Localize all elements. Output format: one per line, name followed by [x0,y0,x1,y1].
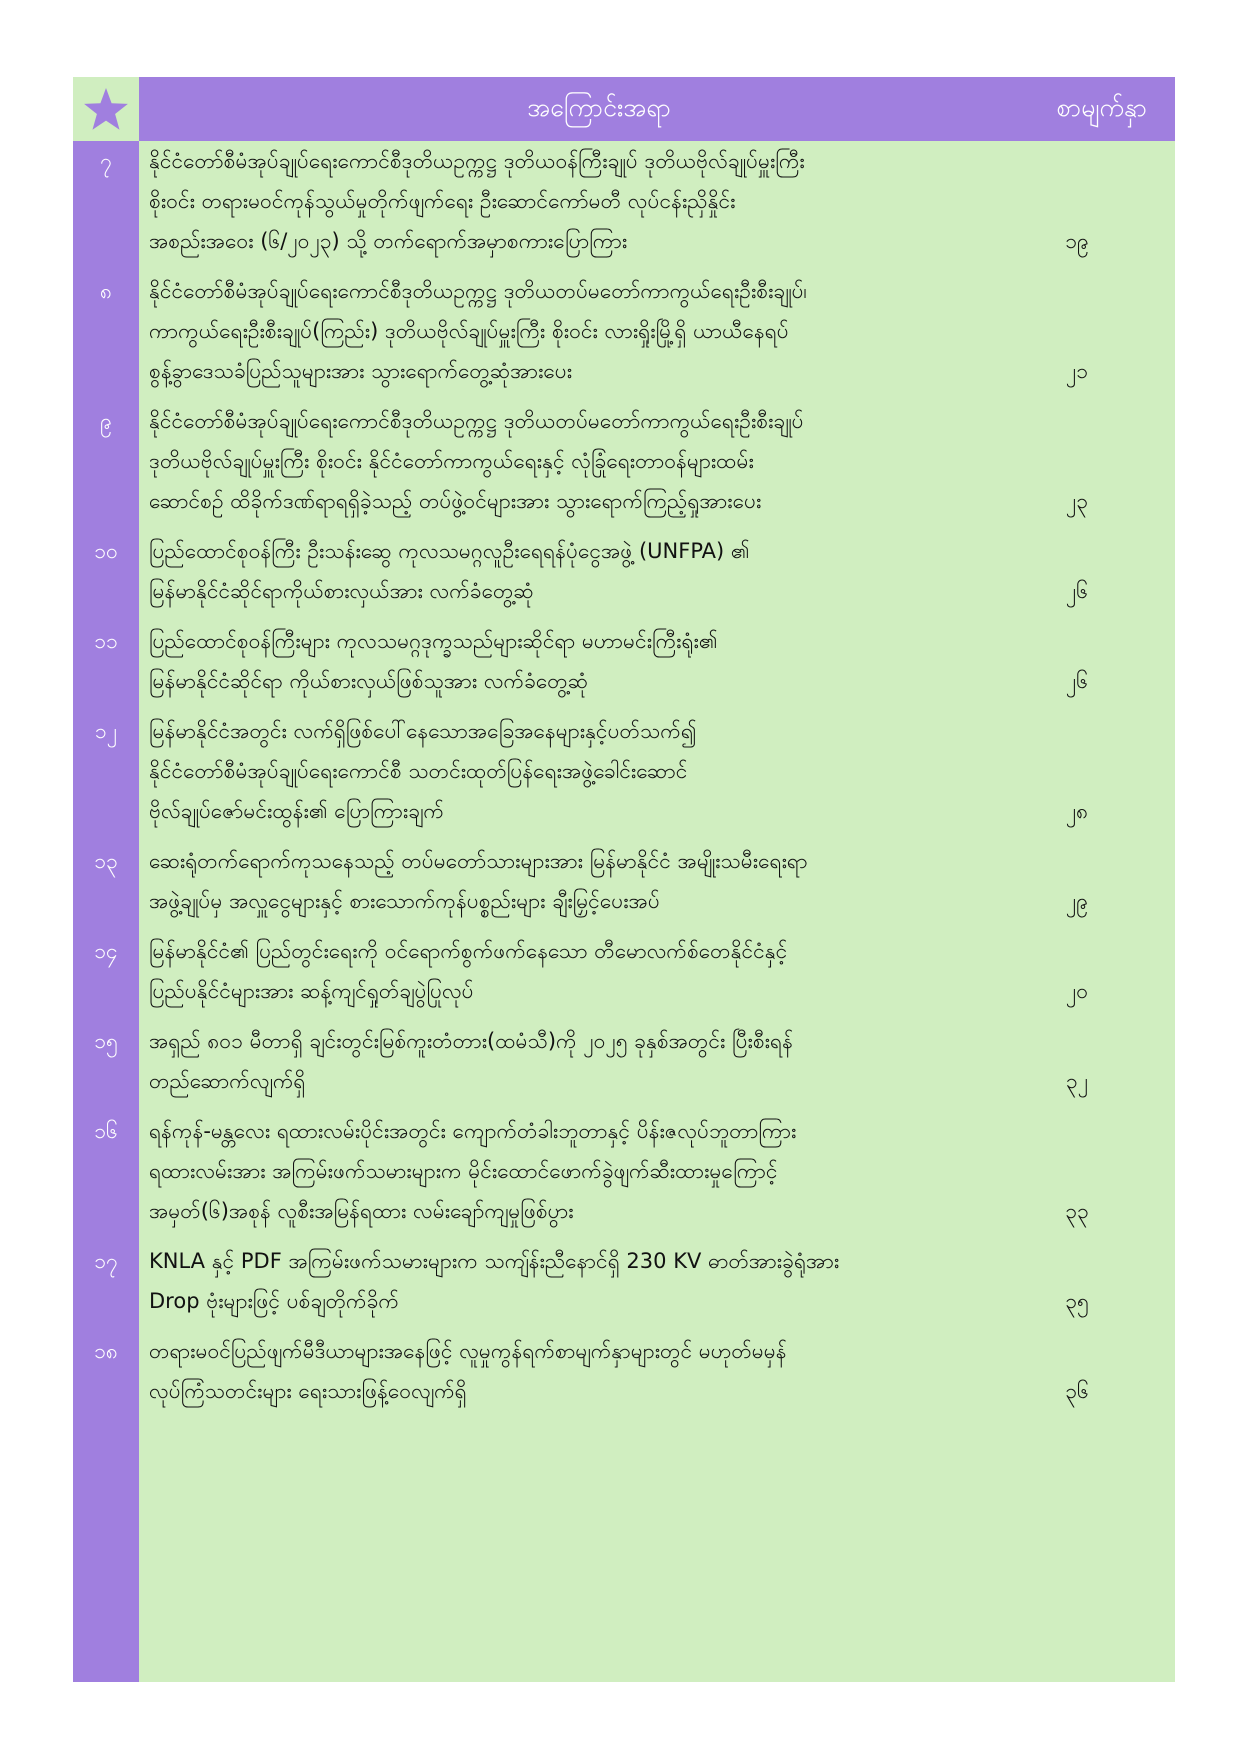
entry-title: နိုင်ငံတော်စီမံအုပ်ချုပ်ရေးကောင်စီဒုတိယဥက္ကဋ္ဌ ဒုတိယတပ်မတော်ကာကွယ်ရေးဦးစီးချုပ် ဒုတိယဗိုလ်ချုပ်မှူးကြီး စိုးဝင်း နိုင်ငံတော်ကာကွယ်ရေးနှင့် လုံခြုံရေးတာဝန်များထမ်း ဆောင်စဉ် ထိခိုက်ဒဏ်ရာရရှိခဲ့သည့် တပ်ဖွဲ့ဝင်များအား သွားရောက်ကြည့်ရှုအားပေး [149,409,804,513]
entry-number: ၁၅ [94,1029,118,1053]
entry-page: ၂၃ [1065,489,1089,513]
entry-number: ၁၄ [94,939,118,963]
entry-page: ၃၂ [1065,1069,1089,1093]
toc-entry[interactable] [73,621,1175,701]
entry-number: ၇ [100,149,112,173]
header-title: အကြောင်းအရာ [527,93,671,122]
entry-title: KNLA နှင့် PDF အကြမ်းဖက်သမားများက သကျ်န်းညီနောင်ရှိ 230 KV ဓာတ်အားခွဲရုံအား Drop ဗုံးများဖြင့် ပစ်ချတိုက်ခိုက် [149,1249,840,1313]
toc-entry[interactable] [73,271,1175,391]
toc-entry[interactable] [73,401,1175,521]
entry-page: ၂၈ [1065,799,1089,823]
entry-number: ၈ [100,279,112,303]
header-page-label: စာမျက်နှာ [1056,93,1147,122]
entry-title: ရန်ကုန်-မန္တလေး ရထားလမ်းပိုင်းအတွင်း ကျောက်တံခါးဘူတာနှင့် ပိန်းဇလုပ်ဘူတာကြား ရထားလမ်းအား အကြမ်းဖက်သမားများက မိုင်းထောင်ဖောက်ခွဲဖျက်ဆီးထားမှုကြောင့် အမှတ်(၆)အစုန် လူစီးအမြန်ရထား လမ်းချော်ကျမှုဖြစ်ပွား [149,1119,797,1223]
entry-number: ၁၂ [94,719,118,743]
toc-header [139,77,1175,141]
toc-entry[interactable] [73,1021,1175,1101]
entry-number: ၁၀ [94,539,118,563]
entry-page: ၂၆ [1065,669,1089,693]
entry-title: ပြည်ထောင်စုဝန်ကြီး ဦးသန်းဆွေ ကုလသမဂ္ဂလူဦးရေရန်ပုံငွေအဖွဲ့ (UNFPA) ၏ မြန်မာနိုင်ငံဆိုင်ရာကိုယ်စားလှယ်အား လက်ခံတွေ့ဆုံ [149,539,750,603]
entry-page: ၁၉ [1065,229,1089,253]
entry-number: ၁၁ [94,629,118,653]
entry-title: ဆေးရုံတက်ရောက်ကုသနေသည့် တပ်မတော်သားများအား မြန်မာနိုင်ငံ အမျိုးသမီးရေးရာ အဖွဲ့ချုပ်မှ အလှူငွေများနှင့် စားသောက်ကုန်ပစ္စည်းများ ချီးမြှင့်ပေးအပ် [149,849,808,913]
entry-page: ၂၆ [1065,579,1089,603]
toc-entry[interactable] [73,1331,1175,1411]
entry-page: ၃၃ [1065,1199,1089,1223]
toc-entries [73,141,1175,1421]
entry-page: ၃၆ [1065,1379,1089,1403]
toc-entry[interactable] [73,931,1175,1011]
entry-title: အရှည် ၈၀၁ မီတာရှိ ချင်းတွင်းမြစ်ကူးတံတား(ထမံသီ)ကို ၂၀၂၅ ခုနှစ်အတွင်း ပြီးစီးရန် တည်ဆောက်လျက်ရှိ [149,1029,793,1093]
toc-entry[interactable] [73,1241,1175,1321]
toc-entry[interactable] [73,711,1175,831]
entry-number: ၁၈ [94,1339,118,1363]
toc-entry[interactable] [73,1111,1175,1231]
entry-page: ၂၉ [1065,889,1089,913]
entry-page: ၃၅ [1065,1289,1089,1313]
entry-title: မြန်မာနိုင်ငံ၏ ပြည်တွင်းရေးကို ဝင်ရောက်စွက်ဖက်နေသော တီမောလက်စ်တေနိုင်ငံနှင့် ပြည်ပနိုင်ငံများအား ဆန့်ကျင်ရှုတ်ချပွဲပြုလုပ် [149,939,788,1003]
entry-number: ၉ [100,409,112,433]
entry-page: ၂၁ [1065,359,1089,383]
entry-title: နိုင်ငံတော်စီမံအုပ်ချုပ်ရေးကောင်စီဒုတိယဥက္ကဋ္ဌ ဒုတိယတပ်မတော်ကာကွယ်ရေးဦးစီးချုပ်၊ ကာကွယ်ရေးဦးစီးချုပ်(ကြည်း) ဒုတိယဗိုလ်ချုပ်မှူးကြီး စိုးဝင်း လားရှိုးမြို့ရှိ ယာယီနေရပ် စွန့်ခွာဒေသခံပြည်သူများအား သွားရောက်တွေ့ဆုံအားပေး [149,279,807,383]
entry-number: ၁၆ [94,1119,118,1143]
entry-page: ၂၀ [1065,979,1089,1003]
entry-title: မြန်မာနိုင်ငံအတွင်း လက်ရှိဖြစ်ပေါ်နေသောအခြေအနေများနှင့်ပတ်သက်၍ နိုင်ငံတော်စီမံအုပ်ချုပ်ရေးကောင်စီ သတင်းထုတ်ပြန်ရေးအဖွဲ့ခေါင်းဆောင် ဗိုလ်ချုပ်ဇော်မင်းထွန်း၏ ပြောကြားချက် [149,719,697,823]
entry-number: ၁၇ [94,1249,118,1273]
entry-title: ပြည်ထောင်စုဝန်ကြီးများ ကုလသမဂ္ဂဒုက္ခသည်များဆိုင်ရာ မဟာမင်းကြီးရုံး၏ မြန်မာနိုင်ငံဆိုင်ရာ ကိုယ်စားလှယ်ဖြစ်သူအား လက်ခံတွေ့ဆုံ [149,629,718,693]
star-cell [73,77,139,141]
table-of-contents [73,77,1175,1682]
entry-title: နိုင်ငံတော်စီမံအုပ်ချုပ်ရေးကောင်စီဒုတိယဥက္ကဋ္ဌ ဒုတိယဝန်ကြီးချုပ် ဒုတိယဗိုလ်ချုပ်မှူးကြီး စိုးဝင်း တရားမဝင်ကုန်သွယ်မှုတိုက်ဖျက်ရေး ဦးဆောင်ကော်မတီ လုပ်ငန်းညှိနှိုင်း အစည်းအဝေး (၆/၂၀၂၃) သို့ တက်ရောက်အမှာစကားပြောကြား [149,149,805,253]
toc-entry[interactable] [73,841,1175,921]
toc-entry[interactable] [73,141,1175,261]
entry-number: ၁၃ [94,849,118,873]
entry-title: တရားမဝင်ပြည်ဖျက်မီဒီယာများအနေဖြင့် လူမှုကွန်ရက်စာမျက်နှာများတွင် မဟုတ်မမှန် လုပ်ကြံသတင်းများ ရေးသားဖြန့်ဝေလျက်ရှိ [149,1339,787,1403]
toc-entry[interactable] [73,531,1175,611]
star-icon [83,86,129,132]
